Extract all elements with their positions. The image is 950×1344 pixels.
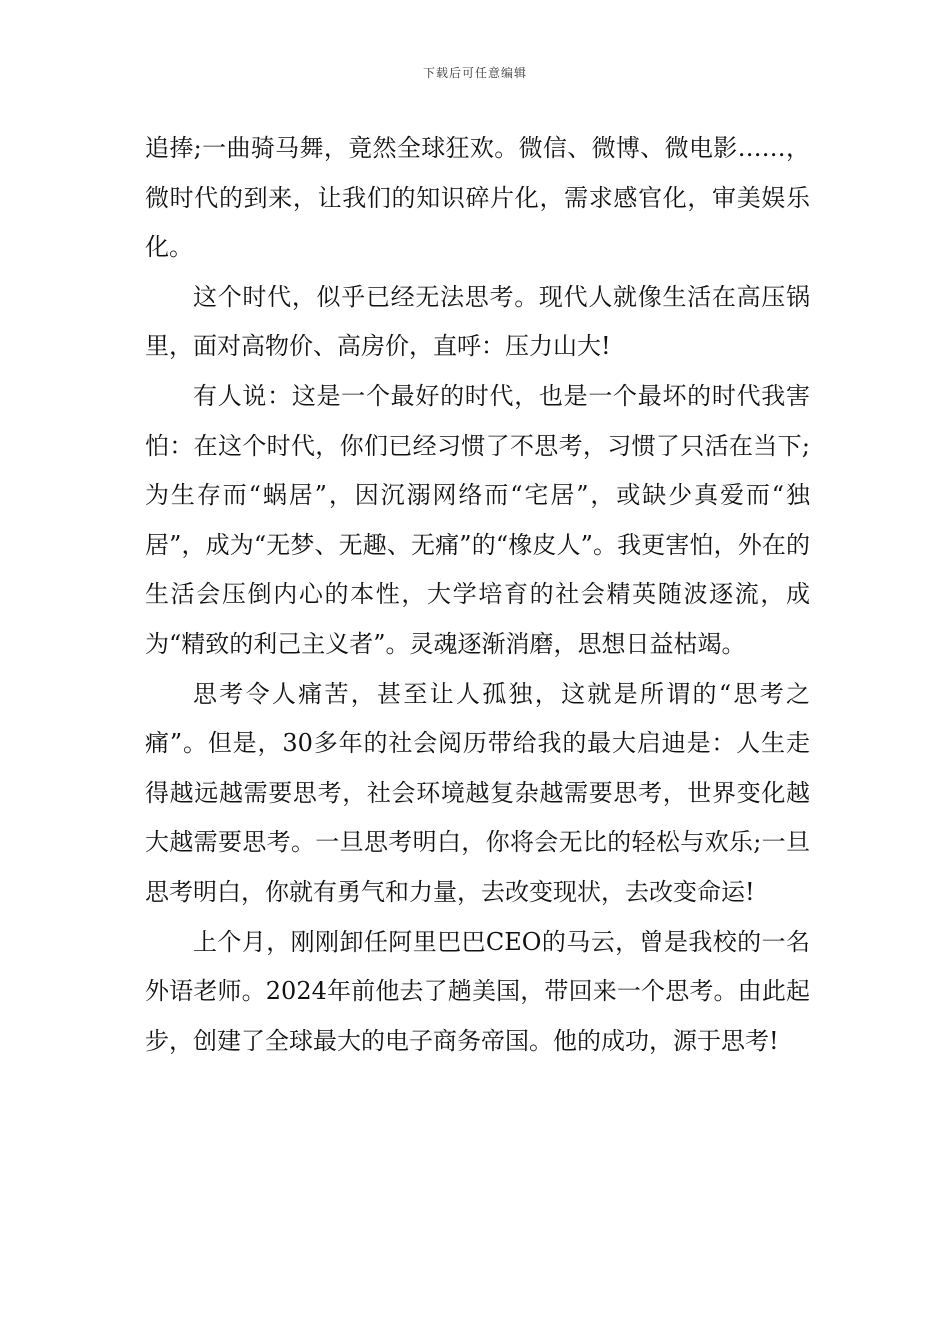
paragraph: 思考令人痛苦，甚至让人孤独，这就是所谓的“思考之痛”。但是，30多年的社会阅历带给我的最大启迪是：人生走得越远越需要思考，社会环境越复杂越需要思考，世界变化越大越需要思考。一旦思考明白，你将会无比的轻松与欢乐;一旦思考明白，你就有勇气和力量，去改变现状，去改变命运! bbox=[145, 679, 810, 906]
paragraph: 有人说：这是一个最好的时代，也是一个最坏的时代我害怕：在这个时代，你们已经习惯了不思考，习惯了只活在当下;为生存而“蜗居”，因沉溺网络而“宅居”，或缺少真爱而“独居”，成为“无梦、无趣、无痛”的“橡皮人”。我更害怕，外在的生活会压倒内心的本性，大学培育的社会精英随波逐流，成为“精致的利己主义者”。灵魂逐渐消磨，思想日益枯竭。 bbox=[145, 381, 810, 658]
document-body bbox=[145, 124, 810, 1066]
page-header-note: 下载后可任意编辑 bbox=[422, 66, 527, 80]
paragraph-continuation: 追捧;一曲骑马舞，竟然全球狂欢。微信、微博、微电影……，微时代的到来，让我们的知识碎片化，需求感官化，审美娱乐化。 bbox=[145, 134, 810, 262]
paragraph: 这个时代，似乎已经无法思考。现代人就像生活在高压锅里，面对高物价、高房价，直呼：压力山大! bbox=[145, 282, 810, 361]
paragraph: 上个月，刚刚卸任阿里巴巴CEO的马云，曾是我校的一名外语老师。2024年前他去了趟美国，带回来一个思考。由此起步，创建了全球最大的电子商务帝国。他的成功，源于思考! bbox=[145, 927, 810, 1055]
